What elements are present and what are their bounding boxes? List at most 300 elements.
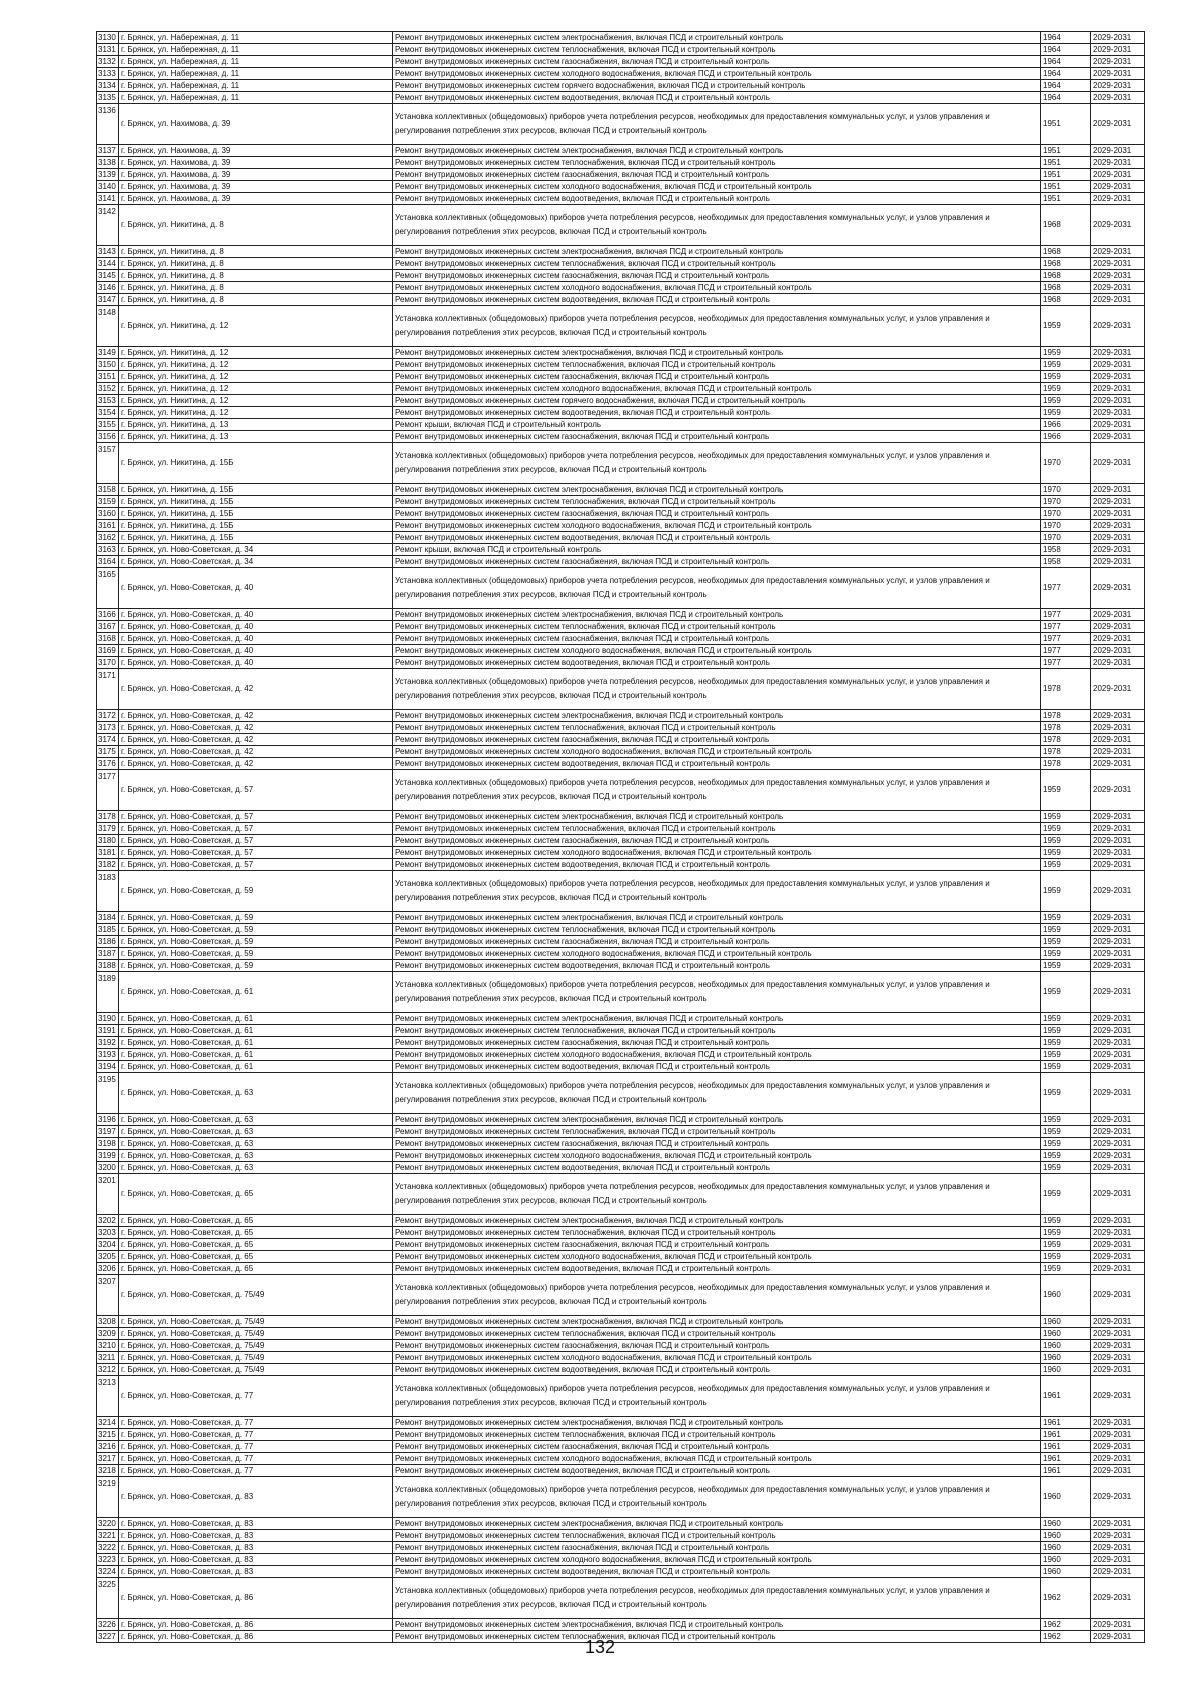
period-cell: 2029-2031 [1091,1530,1145,1542]
table-row [97,181,1145,193]
address-cell: г. Брянск, ул. Ново-Советская, д. 57 [119,835,393,847]
row-number: 3133 [97,68,119,80]
table-row [97,1150,1145,1162]
period-cell: 2029-2031 [1091,532,1145,544]
address-cell: г. Брянск, ул. Ново-Советская, д. 40 [119,633,393,645]
table-row [97,621,1145,633]
address-cell: г. Брянск, ул. Ново-Советская, д. 59 [119,936,393,948]
row-number: 3139 [97,169,119,181]
work-description: Установка коллективных (общедомовых) приборов учета потребления ресурсов, необходимых для предоставления коммунальных услуг, и узлов управления и регулирования потребления этих ресурсов, включая ПСД и строительный контроль [393,205,1041,246]
year-cell: 1968 [1041,282,1091,294]
year-cell: 1959 [1041,1114,1091,1126]
period-cell: 2029-2031 [1091,443,1145,484]
address-cell: г. Брянск, ул. Набережная, д. 11 [119,68,393,80]
period-cell: 2029-2031 [1091,1239,1145,1251]
row-number: 3193 [97,1049,119,1061]
row-number: 3177 [97,770,119,811]
work-description: Ремонт внутридомовых инженерных систем водоотведения, включая ПСД и строительный контроль [393,407,1041,419]
table-row [97,169,1145,181]
work-description: Ремонт внутридомовых инженерных систем теплоснабжения, включая ПСД и строительный контроль [393,359,1041,371]
year-cell: 1961 [1041,1417,1091,1429]
work-description: Ремонт внутридомовых инженерных систем водоотведения, включая ПСД и строительный контроль [393,960,1041,972]
year-cell: 1970 [1041,508,1091,520]
year-cell: 1959 [1041,811,1091,823]
year-cell: 1959 [1041,924,1091,936]
address-cell: г. Брянск, ул. Ново-Советская, д. 63 [119,1138,393,1150]
address-cell: г. Брянск, ул. Нахимова, д. 39 [119,104,393,145]
work-description: Ремонт внутридомовых инженерных систем электроснабжения, включая ПСД и строительный контроль [393,1215,1041,1227]
address-cell: г. Брянск, ул. Ново-Советская, д. 75/49 [119,1352,393,1364]
year-cell: 1977 [1041,645,1091,657]
work-description: Ремонт внутридомовых инженерных систем газоснабжения, включая ПСД и строительный контроль [393,1340,1041,1352]
table-row [97,496,1145,508]
work-description: Ремонт внутридомовых инженерных систем холодного водоснабжения, включая ПСД и строительный контроль [393,282,1041,294]
period-cell: 2029-2031 [1091,734,1145,746]
row-number: 3192 [97,1037,119,1049]
period-cell: 2029-2031 [1091,871,1145,912]
table-row [97,80,1145,92]
period-cell: 2029-2031 [1091,104,1145,145]
row-number: 3181 [97,847,119,859]
row-number: 3156 [97,431,119,443]
address-cell: г. Брянск, ул. Никитина, д. 8 [119,282,393,294]
table-row [97,508,1145,520]
year-cell: 1959 [1041,770,1091,811]
row-number: 3137 [97,145,119,157]
row-number: 3197 [97,1126,119,1138]
address-cell: г. Брянск, ул. Ново-Советская, д. 83 [119,1566,393,1578]
work-description: Ремонт внутридомовых инженерных систем водоотведения, включая ПСД и строительный контроль [393,1162,1041,1174]
period-cell: 2029-2031 [1091,68,1145,80]
work-description: Ремонт внутридомовых инженерных систем водоотведения, включая ПСД и строительный контроль [393,1566,1041,1578]
table-row [97,1518,1145,1530]
table-row [97,395,1145,407]
table-row [97,722,1145,734]
row-number: 3221 [97,1530,119,1542]
row-number: 3185 [97,924,119,936]
year-cell: 1959 [1041,347,1091,359]
period-cell: 2029-2031 [1091,1566,1145,1578]
row-number: 3195 [97,1073,119,1114]
row-number: 3148 [97,306,119,347]
year-cell: 1964 [1041,56,1091,68]
address-cell: г. Брянск, ул. Ново-Советская, д. 77 [119,1376,393,1417]
table-row [97,1578,1145,1619]
address-cell: г. Брянск, ул. Никитина, д. 13 [119,419,393,431]
period-cell: 2029-2031 [1091,431,1145,443]
period-cell: 2029-2031 [1091,520,1145,532]
row-number: 3223 [97,1554,119,1566]
year-cell: 1959 [1041,972,1091,1013]
year-cell: 1968 [1041,246,1091,258]
work-description: Ремонт крыши, включая ПСД и строительный контроль [393,419,1041,431]
year-cell: 1970 [1041,520,1091,532]
address-cell: г. Брянск, ул. Ново-Советская, д. 61 [119,1037,393,1049]
table-row [97,1215,1145,1227]
year-cell: 1960 [1041,1364,1091,1376]
year-cell: 1970 [1041,532,1091,544]
row-number: 3203 [97,1227,119,1239]
address-cell: г. Брянск, ул. Ново-Советская, д. 61 [119,1049,393,1061]
address-cell: г. Брянск, ул. Ново-Советская, д. 42 [119,669,393,710]
year-cell: 1959 [1041,847,1091,859]
row-number: 3196 [97,1114,119,1126]
work-description: Ремонт внутридомовых инженерных систем водоотведения, включая ПСД и строительный контроль [393,532,1041,544]
table-row [97,972,1145,1013]
year-cell: 1961 [1041,1465,1091,1477]
address-cell: г. Брянск, ул. Ново-Советская, д. 34 [119,556,393,568]
address-cell: г. Брянск, ул. Ново-Советская, д. 40 [119,568,393,609]
work-description: Ремонт внутридомовых инженерных систем электроснабжения, включая ПСД и строительный контроль [393,1619,1041,1631]
address-cell: г. Брянск, ул. Ново-Советская, д. 77 [119,1465,393,1477]
period-cell: 2029-2031 [1091,282,1145,294]
work-description: Ремонт внутридомовых инженерных систем теплоснабжения, включая ПСД и строительный контроль [393,621,1041,633]
period-cell: 2029-2031 [1091,157,1145,169]
address-cell: г. Брянск, ул. Ново-Советская, д. 34 [119,544,393,556]
period-cell: 2029-2031 [1091,1263,1145,1275]
row-number: 3205 [97,1251,119,1263]
work-description: Ремонт внутридомовых инженерных систем теплоснабжения, включая ПСД и строительный контроль [393,1126,1041,1138]
year-cell: 1964 [1041,44,1091,56]
year-cell: 1959 [1041,1013,1091,1025]
row-number: 3202 [97,1215,119,1227]
table-row [97,746,1145,758]
address-cell: г. Брянск, ул. Никитина, д. 8 [119,258,393,270]
work-description: Ремонт внутридомовых инженерных систем газоснабжения, включая ПСД и строительный контроль [393,1037,1041,1049]
table-row [97,1542,1145,1554]
year-cell: 1960 [1041,1477,1091,1518]
work-description: Ремонт внутридомовых инженерных систем газоснабжения, включая ПСД и строительный контроль [393,169,1041,181]
period-cell: 2029-2031 [1091,710,1145,722]
table-row [97,859,1145,871]
table-row [97,1465,1145,1477]
year-cell: 1977 [1041,609,1091,621]
table-row [97,1316,1145,1328]
row-number: 3157 [97,443,119,484]
table-row [97,948,1145,960]
table-row [97,1441,1145,1453]
table-row [97,811,1145,823]
address-cell: г. Брянск, ул. Никитина, д. 12 [119,395,393,407]
address-cell: г. Брянск, ул. Ново-Советская, д. 77 [119,1453,393,1465]
address-cell: г. Брянск, ул. Нахимова, д. 39 [119,157,393,169]
row-number: 3134 [97,80,119,92]
row-number: 3167 [97,621,119,633]
row-number: 3150 [97,359,119,371]
address-cell: г. Брянск, ул. Ново-Советская, д. 59 [119,912,393,924]
period-cell: 2029-2031 [1091,193,1145,205]
period-cell: 2029-2031 [1091,145,1145,157]
row-number: 3200 [97,1162,119,1174]
year-cell: 1959 [1041,859,1091,871]
work-description: Ремонт внутридомовых инженерных систем холодного водоснабжения, включая ПСД и строительный контроль [393,520,1041,532]
period-cell: 2029-2031 [1091,1049,1145,1061]
work-description: Ремонт внутридомовых инженерных систем электроснабжения, включая ПСД и строительный контроль [393,1518,1041,1530]
table-body [97,32,1145,1643]
address-cell: г. Брянск, ул. Ново-Советская, д. 40 [119,657,393,669]
address-cell: г. Брянск, ул. Ново-Советская, д. 42 [119,722,393,734]
period-cell: 2029-2031 [1091,948,1145,960]
period-cell: 2029-2031 [1091,912,1145,924]
row-number: 3152 [97,383,119,395]
period-cell: 2029-2031 [1091,1215,1145,1227]
period-cell: 2029-2031 [1091,508,1145,520]
table-row [97,270,1145,282]
work-description: Ремонт внутридомовых инженерных систем холодного водоснабжения, включая ПСД и строительный контроль [393,847,1041,859]
table-row [97,871,1145,912]
year-cell: 1951 [1041,104,1091,145]
work-description: Ремонт внутридомовых инженерных систем теплоснабжения, включая ПСД и строительный контроль [393,722,1041,734]
period-cell: 2029-2031 [1091,1138,1145,1150]
row-number: 3169 [97,645,119,657]
period-cell: 2029-2031 [1091,936,1145,948]
row-number: 3160 [97,508,119,520]
year-cell: 1959 [1041,912,1091,924]
row-number: 3144 [97,258,119,270]
work-description: Установка коллективных (общедомовых) приборов учета потребления ресурсов, необходимых для предоставления коммунальных услуг, и узлов управления и регулирования потребления этих ресурсов, включая ПСД и строительный контроль [393,669,1041,710]
year-cell: 1959 [1041,835,1091,847]
table-row [97,645,1145,657]
work-description: Ремонт внутридомовых инженерных систем холодного водоснабжения, включая ПСД и строительный контроль [393,383,1041,395]
row-number: 3216 [97,1441,119,1453]
address-cell: г. Брянск, ул. Ново-Советская, д. 59 [119,924,393,936]
address-cell: г. Брянск, ул. Ново-Советская, д. 42 [119,758,393,770]
work-description: Ремонт внутридомовых инженерных систем газоснабжения, включая ПСД и строительный контроль [393,734,1041,746]
address-cell: г. Брянск, ул. Набережная, д. 11 [119,32,393,44]
address-cell: г. Брянск, ул. Никитина, д. 12 [119,306,393,347]
period-cell: 2029-2031 [1091,1441,1145,1453]
table-row [97,443,1145,484]
table-row [97,1530,1145,1542]
period-cell: 2029-2031 [1091,1126,1145,1138]
work-description: Ремонт внутридомовых инженерных систем холодного водоснабжения, включая ПСД и строительный контроль [393,181,1041,193]
row-number: 3226 [97,1619,119,1631]
table-row [97,484,1145,496]
work-description: Ремонт внутридомовых инженерных систем теплоснабжения, включая ПСД и строительный контроль [393,157,1041,169]
period-cell: 2029-2031 [1091,1037,1145,1049]
year-cell: 1978 [1041,722,1091,734]
table-row [97,936,1145,948]
work-description: Ремонт внутридомовых инженерных систем электроснабжения, включая ПСД и строительный контроль [393,145,1041,157]
period-cell: 2029-2031 [1091,92,1145,104]
year-cell: 1959 [1041,948,1091,960]
row-number: 3214 [97,1417,119,1429]
year-cell: 1960 [1041,1518,1091,1530]
work-description: Ремонт внутридомовых инженерных систем холодного водоснабжения, включая ПСД и строительный контроль [393,1554,1041,1566]
address-cell: г. Брянск, ул. Ново-Советская, д. 63 [119,1114,393,1126]
row-number: 3175 [97,746,119,758]
table-row [97,1376,1145,1417]
period-cell: 2029-2031 [1091,1364,1145,1376]
period-cell: 2029-2031 [1091,823,1145,835]
work-description: Ремонт внутридомовых инженерных систем холодного водоснабжения, включая ПСД и строительный контроль [393,1453,1041,1465]
year-cell: 1960 [1041,1328,1091,1340]
year-cell: 1968 [1041,294,1091,306]
table-row [97,1049,1145,1061]
year-cell: 1959 [1041,1061,1091,1073]
row-number: 3138 [97,157,119,169]
year-cell: 1959 [1041,371,1091,383]
table-row [97,544,1145,556]
period-cell: 2029-2031 [1091,1465,1145,1477]
table-row [97,1340,1145,1352]
table-row [97,1162,1145,1174]
period-cell: 2029-2031 [1091,645,1145,657]
year-cell: 1959 [1041,1126,1091,1138]
table-row [97,1328,1145,1340]
period-cell: 2029-2031 [1091,1061,1145,1073]
period-cell: 2029-2031 [1091,294,1145,306]
period-cell: 2029-2031 [1091,746,1145,758]
row-number: 3151 [97,371,119,383]
work-description: Ремонт внутридомовых инженерных систем газоснабжения, включая ПСД и строительный контроль [393,633,1041,645]
table-row [97,912,1145,924]
table-row [97,407,1145,419]
period-cell: 2029-2031 [1091,1013,1145,1025]
table-row [97,1126,1145,1138]
period-cell: 2029-2031 [1091,1162,1145,1174]
period-cell: 2029-2031 [1091,1518,1145,1530]
address-cell: г. Брянск, ул. Ново-Советская, д. 75/49 [119,1275,393,1316]
row-number: 3207 [97,1275,119,1316]
table-row [97,1352,1145,1364]
work-description: Установка коллективных (общедомовых) приборов учета потребления ресурсов, необходимых для предоставления коммунальных услуг, и узлов управления и регулирования потребления этих ресурсов, включая ПСД и строительный контроль [393,972,1041,1013]
address-cell: г. Брянск, ул. Ново-Советская, д. 63 [119,1150,393,1162]
work-description: Ремонт внутридомовых инженерных систем газоснабжения, включая ПСД и строительный контроль [393,56,1041,68]
table-row [97,1073,1145,1114]
work-description: Ремонт внутридомовых инженерных систем холодного водоснабжения, включая ПСД и строительный контроль [393,1352,1041,1364]
work-description: Ремонт внутридомовых инженерных систем горячего водоснабжения, включая ПСД и строительный контроль [393,80,1041,92]
row-number: 3149 [97,347,119,359]
period-cell: 2029-2031 [1091,270,1145,282]
address-cell: г. Брянск, ул. Ново-Советская, д. 59 [119,960,393,972]
period-cell: 2029-2031 [1091,556,1145,568]
period-cell: 2029-2031 [1091,1578,1145,1619]
year-cell: 1951 [1041,145,1091,157]
table-row [97,371,1145,383]
period-cell: 2029-2031 [1091,722,1145,734]
address-cell: г. Брянск, ул. Ново-Советская, д. 65 [119,1239,393,1251]
work-description: Ремонт внутридомовых инженерных систем газоснабжения, включая ПСД и строительный контроль [393,556,1041,568]
work-description: Ремонт внутридомовых инженерных систем теплоснабжения, включая ПСД и строительный контроль [393,496,1041,508]
work-description: Установка коллективных (общедомовых) приборов учета потребления ресурсов, необходимых для предоставления коммунальных услуг, и узлов управления и регулирования потребления этих ресурсов, включая ПСД и строительный контроль [393,1174,1041,1215]
year-cell: 1960 [1041,1316,1091,1328]
table-row [97,431,1145,443]
work-description: Ремонт внутридомовых инженерных систем водоотведения, включая ПСД и строительный контроль [393,859,1041,871]
row-number: 3179 [97,823,119,835]
year-cell: 1959 [1041,359,1091,371]
period-cell: 2029-2031 [1091,1073,1145,1114]
address-cell: г. Брянск, ул. Ново-Советская, д. 40 [119,645,393,657]
address-cell: г. Брянск, ул. Ново-Советская, д. 63 [119,1073,393,1114]
table-row [97,1239,1145,1251]
year-cell: 1959 [1041,871,1091,912]
row-number: 3190 [97,1013,119,1025]
row-number: 3132 [97,56,119,68]
period-cell: 2029-2031 [1091,205,1145,246]
period-cell: 2029-2031 [1091,847,1145,859]
address-cell: г. Брянск, ул. Никитина, д. 15Б [119,496,393,508]
table-row [97,1275,1145,1316]
work-description: Ремонт внутридомовых инженерных систем газоснабжения, включая ПСД и строительный контроль [393,508,1041,520]
table-row [97,205,1145,246]
row-number: 3164 [97,556,119,568]
table-row [97,924,1145,936]
year-cell: 1978 [1041,734,1091,746]
year-cell: 1959 [1041,1025,1091,1037]
period-cell: 2029-2031 [1091,1025,1145,1037]
year-cell: 1959 [1041,383,1091,395]
row-number: 3215 [97,1429,119,1441]
year-cell: 1951 [1041,157,1091,169]
period-cell: 2029-2031 [1091,395,1145,407]
period-cell: 2029-2031 [1091,1352,1145,1364]
address-cell: г. Брянск, ул. Ново-Советская, д. 83 [119,1554,393,1566]
work-description: Ремонт внутридомовых инженерных систем водоотведения, включая ПСД и строительный контроль [393,1263,1041,1275]
year-cell: 1968 [1041,205,1091,246]
table-row [97,734,1145,746]
year-cell: 1968 [1041,258,1091,270]
table-row [97,1013,1145,1025]
address-cell: г. Брянск, ул. Ново-Советская, д. 42 [119,734,393,746]
address-cell: г. Брянск, ул. Ново-Советская, д. 86 [119,1578,393,1619]
row-number: 3217 [97,1453,119,1465]
table-row [97,1453,1145,1465]
period-cell: 2029-2031 [1091,609,1145,621]
period-cell: 2029-2031 [1091,621,1145,633]
address-cell: г. Брянск, ул. Нахимова, д. 39 [119,193,393,205]
row-number: 3145 [97,270,119,282]
table-row [97,556,1145,568]
table-row [97,92,1145,104]
table-row [97,1037,1145,1049]
table-row [97,1619,1145,1631]
row-number: 3188 [97,960,119,972]
table-row [97,347,1145,359]
row-number: 3218 [97,1465,119,1477]
period-cell: 2029-2031 [1091,859,1145,871]
year-cell: 1966 [1041,431,1091,443]
address-cell: г. Брянск, ул. Никитина, д. 12 [119,371,393,383]
table-row [97,1417,1145,1429]
work-description: Ремонт внутридомовых инженерных систем водоотведения, включая ПСД и строительный контроль [393,193,1041,205]
work-description: Ремонт внутридомовых инженерных систем теплоснабжения, включая ПСД и строительный контроль [393,1631,1041,1643]
table-row [97,1227,1145,1239]
row-number: 3142 [97,205,119,246]
row-number: 3161 [97,520,119,532]
address-cell: г. Брянск, ул. Ново-Советская, д. 83 [119,1477,393,1518]
address-cell: г. Брянск, ул. Никитина, д. 8 [119,270,393,282]
work-description: Ремонт внутридомовых инженерных систем водоотведения, включая ПСД и строительный контроль [393,1364,1041,1376]
work-description: Ремонт внутридомовых инженерных систем электроснабжения, включая ПСД и строительный контроль [393,1114,1041,1126]
work-description: Ремонт крыши, включая ПСД и строительный контроль [393,544,1041,556]
address-cell: г. Брянск, ул. Никитина, д. 15Б [119,443,393,484]
address-cell: г. Брянск, ул. Ново-Советская, д. 40 [119,621,393,633]
year-cell: 1959 [1041,1239,1091,1251]
table-row [97,1364,1145,1376]
row-number: 3147 [97,294,119,306]
table-row [97,44,1145,56]
period-cell: 2029-2031 [1091,568,1145,609]
work-description: Ремонт внутридомовых инженерных систем электроснабжения, включая ПСД и строительный контроль [393,609,1041,621]
work-description: Ремонт внутридомовых инженерных систем холодного водоснабжения, включая ПСД и строительный контроль [393,1150,1041,1162]
year-cell: 1961 [1041,1453,1091,1465]
period-cell: 2029-2031 [1091,1251,1145,1263]
period-cell: 2029-2031 [1091,1328,1145,1340]
row-number: 3176 [97,758,119,770]
year-cell: 1961 [1041,1441,1091,1453]
row-number: 3172 [97,710,119,722]
